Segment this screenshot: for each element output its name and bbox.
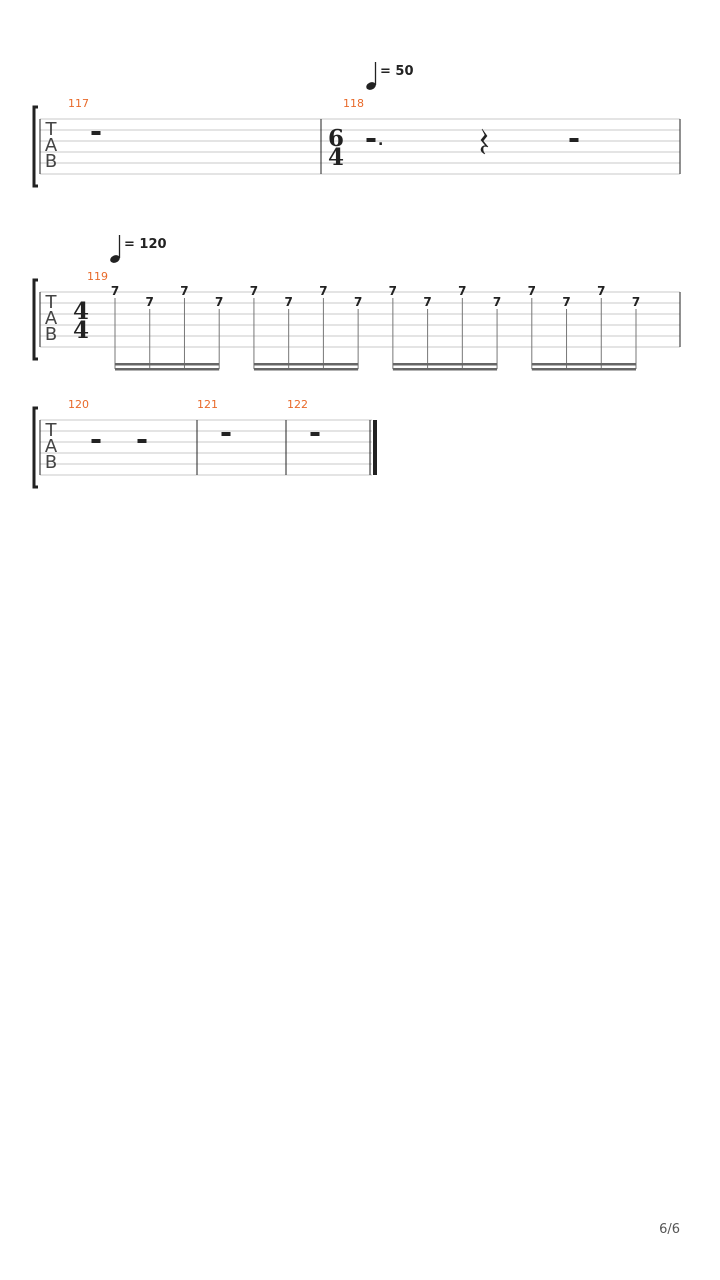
measure-number: 122 xyxy=(287,398,308,411)
system-bracket xyxy=(34,107,38,186)
time-signature-top: 6 xyxy=(327,125,345,152)
system-bracket xyxy=(34,408,38,487)
fret-number: 7 xyxy=(319,284,328,298)
fret-number: 7 xyxy=(249,284,259,298)
fret-number: 7 xyxy=(458,284,467,298)
fret-number: 7 xyxy=(284,295,293,309)
rest-dot: . xyxy=(378,133,384,149)
tab-clef-letter: A xyxy=(44,436,58,457)
whole-rest xyxy=(92,131,101,135)
beam-primary xyxy=(393,363,497,366)
fret-number: 7 xyxy=(388,284,398,298)
measure-number: 120 xyxy=(68,398,89,411)
fret-number: 7 xyxy=(180,284,189,298)
beam-secondary xyxy=(532,368,636,371)
fret-number: 7 xyxy=(215,295,224,309)
measure-number: 121 xyxy=(197,398,218,411)
beam-secondary xyxy=(393,368,497,371)
beam-primary xyxy=(115,363,219,366)
tab-clef-letter: T xyxy=(45,292,57,313)
half-rest xyxy=(570,138,579,142)
measure-number: 119 xyxy=(87,270,108,283)
system-bracket xyxy=(34,280,38,359)
quarter-note-icon xyxy=(365,62,377,91)
beam-secondary xyxy=(115,368,219,371)
measure-number: 117 xyxy=(68,97,89,110)
tab-clef-letter: B xyxy=(44,452,58,473)
tab-clef-letter: B xyxy=(44,151,58,172)
dotted-half-rest xyxy=(367,138,376,142)
beam-primary xyxy=(532,363,636,366)
time-signature-top: 4 xyxy=(72,298,90,325)
page-number: 6/6 xyxy=(659,1222,680,1237)
fret-number: 7 xyxy=(492,295,502,309)
fret-number: 7 xyxy=(353,295,363,309)
tab-clef-letter: T xyxy=(45,119,57,140)
tab-clef-letter: A xyxy=(44,308,58,329)
fret-number: 7 xyxy=(631,295,641,309)
fret-number: 7 xyxy=(145,295,154,309)
fret-number: 7 xyxy=(110,284,120,298)
tempo-marking: = 120 xyxy=(124,237,167,252)
tempo-marking: = 50 xyxy=(380,64,414,79)
time-signature-bottom: 4 xyxy=(72,317,90,344)
whole-rest xyxy=(311,432,320,436)
half-rest xyxy=(138,439,147,443)
half-rest xyxy=(92,439,101,443)
tab-clef-letter: B xyxy=(44,324,58,345)
tab-clef-letter: T xyxy=(45,420,57,441)
tab-clef-letter: A xyxy=(44,135,58,156)
beam-secondary xyxy=(254,368,358,371)
fret-number: 7 xyxy=(562,295,571,309)
beam-primary xyxy=(254,363,358,366)
measure-number: 118 xyxy=(343,97,364,110)
fret-number: 7 xyxy=(597,284,606,298)
whole-rest xyxy=(222,432,231,436)
fret-number: 7 xyxy=(527,284,536,298)
quarter-note-icon xyxy=(109,235,121,264)
time-signature-bottom: 4 xyxy=(327,144,345,171)
fret-number: 7 xyxy=(423,295,432,309)
final-barline-thick xyxy=(373,420,377,475)
